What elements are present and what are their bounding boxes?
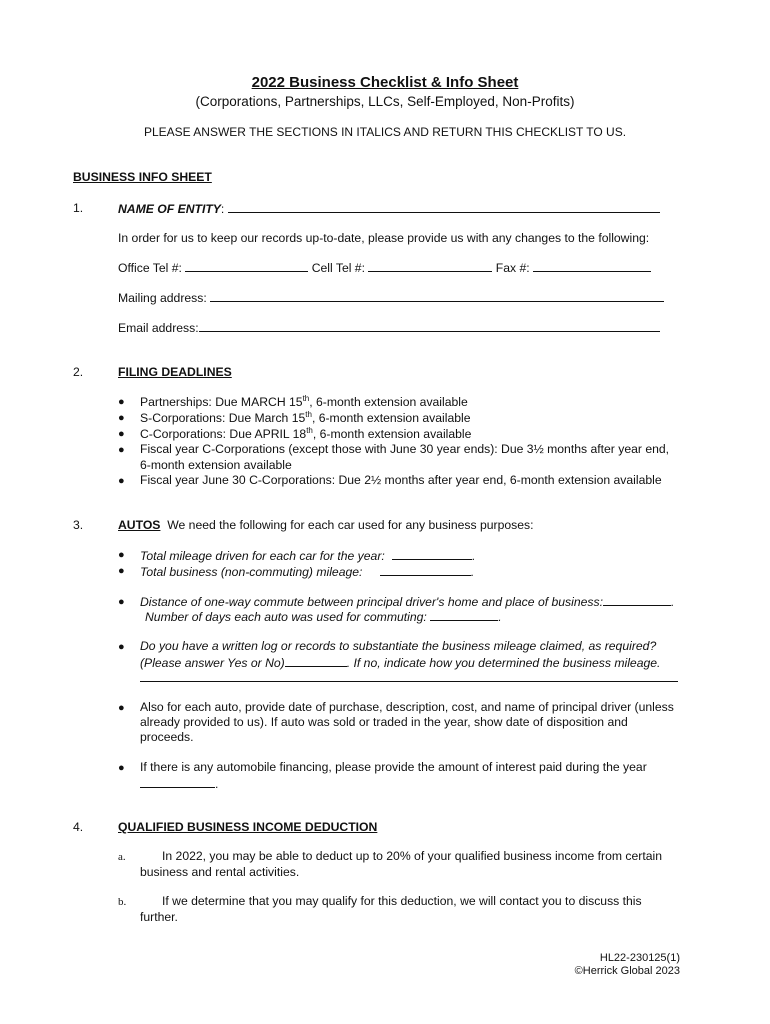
mileage-log-yes-no-field[interactable] [285, 655, 347, 667]
qbi-b-line1: If we determine that you may qualify for this deduction, we will contact you to discuss this [162, 894, 642, 908]
entity-name-label: NAME OF ENTITY [118, 202, 221, 216]
document-code: HL22-230125(1) [599, 952, 680, 964]
bullet-icon: ● [118, 444, 125, 456]
mileage-log-answer-row: (Please answer Yes or No) . If no, indicate how you determined the business mileage. [140, 656, 661, 670]
commute-distance-field[interactable] [603, 594, 671, 606]
filing-deadlines-heading: FILING DEADLINES [118, 365, 232, 379]
purchase-info-line1: Also for each auto, provide date of purchase, description, cost, and name of principal driver (unless [140, 700, 674, 714]
autos-heading-row [118, 518, 534, 532]
office-tel-field[interactable] [185, 260, 308, 272]
deadline-s-corps: S-Corporations: Due March 15th, 6-month extension available [140, 409, 471, 425]
deadline-june30-c-corps: Fiscal year June 30 C-Corporations: Due 2½ months after year end, 6-month extension available [140, 473, 662, 487]
commute-days-label: Number of days each auto was used for commuting: [145, 610, 427, 624]
purchase-info-line2: already provided to us). If auto was sold or traded in the year, show date of disposition and [140, 715, 628, 729]
auto-financing-row: . [140, 776, 218, 791]
footer [575, 952, 680, 978]
commute-distance-label: Distance of one-way commute between principal driver's home and place of business: [140, 595, 603, 609]
entity-name-row: NAME OF ENTITY: [118, 201, 660, 216]
cell-tel-label: Cell Tel #: [311, 261, 365, 275]
qbi-b-line2: further. [140, 910, 178, 924]
bullet-icon: ● [118, 702, 125, 714]
bullet-icon: ● [118, 396, 125, 408]
bullet-icon: ● [118, 596, 125, 608]
email-address-label: Email address: [118, 321, 199, 335]
bullet-icon: ● [118, 641, 125, 653]
qbi-a-line1: In 2022, you may be able to deduct up to 20% of your qualified business income from certain [162, 849, 662, 863]
qbi-b-marker: b. [118, 896, 127, 908]
page-subtitle: (Corporations, Partnerships, LLCs, Self-Employed, Non-Profits) [195, 94, 575, 109]
mailing-address-label: Mailing address: [118, 291, 207, 305]
mailing-address-field[interactable] [210, 290, 664, 302]
mailing-row [118, 290, 664, 305]
bullet-icon: ● [118, 549, 125, 561]
deadline-partnerships: Partnerships: Due MARCH 15th, 6-month extension available [140, 393, 468, 409]
commute-distance-row: Distance of one-way commute between principal driver's home and place of business: . [140, 595, 675, 609]
office-tel-label: Office Tel #: [118, 261, 182, 275]
cell-tel-field[interactable] [368, 260, 492, 272]
item-3-number: 3. [73, 518, 84, 532]
deadline-fiscal-c-corps-line1: Fiscal year C-Corporations (except those with June 30 year ends): Due 3½ months after year end, [140, 442, 670, 456]
purchase-info-line3: proceeds. [140, 730, 194, 744]
total-mileage-field[interactable] [392, 548, 472, 560]
mileage-log-question: Do you have a written log or records to substantiate the business mileage claimed, as required? [140, 639, 657, 653]
mileage-method-field[interactable] [140, 681, 678, 682]
records-update-text: In order for us to keep our records up-to-date, please provide us with any changes to the following: [118, 231, 650, 245]
autos-heading: AUTOS [118, 518, 161, 532]
business-mileage-label: Total business (non-commuting) mileage: [140, 565, 363, 579]
total-mileage-label: Total mileage driven for each car for the year: [140, 549, 385, 563]
auto-financing-text: If there is any automobile financing, please provide the amount of interest paid during the year [140, 760, 647, 774]
fax-label: Fax #: [495, 261, 530, 275]
deadline-c-corps: C-Corporations: Due APRIL 18th, 6-month extension available [140, 425, 472, 441]
entity-name-field[interactable] [228, 201, 660, 213]
deadline-fiscal-c-corps-line2: 6-month extension available [140, 458, 292, 472]
instruction-text: PLEASE ANSWER THE SECTIONS IN ITALICS AND RETURN THIS CHECKLIST TO US. [143, 125, 627, 139]
business-info-heading: BUSINESS INFO SHEET [73, 170, 212, 184]
bullet-icon: ● [118, 475, 125, 487]
copyright-text: ©Herrick Global 2023 [574, 965, 680, 977]
autos-intro: We need the following for each car used for any business purposes: [167, 518, 534, 532]
bullet-icon: ● [118, 428, 125, 440]
email-address-field[interactable] [199, 320, 660, 332]
item-2-number: 2. [73, 365, 84, 379]
qbi-a-marker: a. [118, 851, 126, 863]
item-4-number: 4. [73, 820, 84, 834]
commute-days-row: Number of days each auto was used for commuting: . [145, 610, 502, 624]
fax-field[interactable] [533, 260, 651, 272]
total-mileage-row: Total mileage driven for each car for the year: . [140, 549, 476, 563]
email-row [118, 320, 660, 335]
phone-row [118, 260, 651, 275]
bullet-icon: ● [118, 762, 125, 774]
qbi-a-line2: business and rental activities. [140, 865, 300, 879]
qbi-heading: QUALIFIED BUSINESS INCOME DEDUCTION [118, 820, 378, 834]
item-1-number: 1. [73, 201, 84, 215]
commute-days-field[interactable] [430, 609, 498, 621]
bullet-icon: ● [118, 565, 125, 577]
business-mileage-field[interactable] [380, 564, 471, 576]
bullet-icon: ● [118, 412, 125, 424]
page-title: 2022 Business Checklist & Info Sheet [251, 74, 519, 91]
auto-interest-field[interactable] [140, 776, 215, 788]
business-mileage-row: Total business (non-commuting) mileage: . [140, 565, 475, 579]
